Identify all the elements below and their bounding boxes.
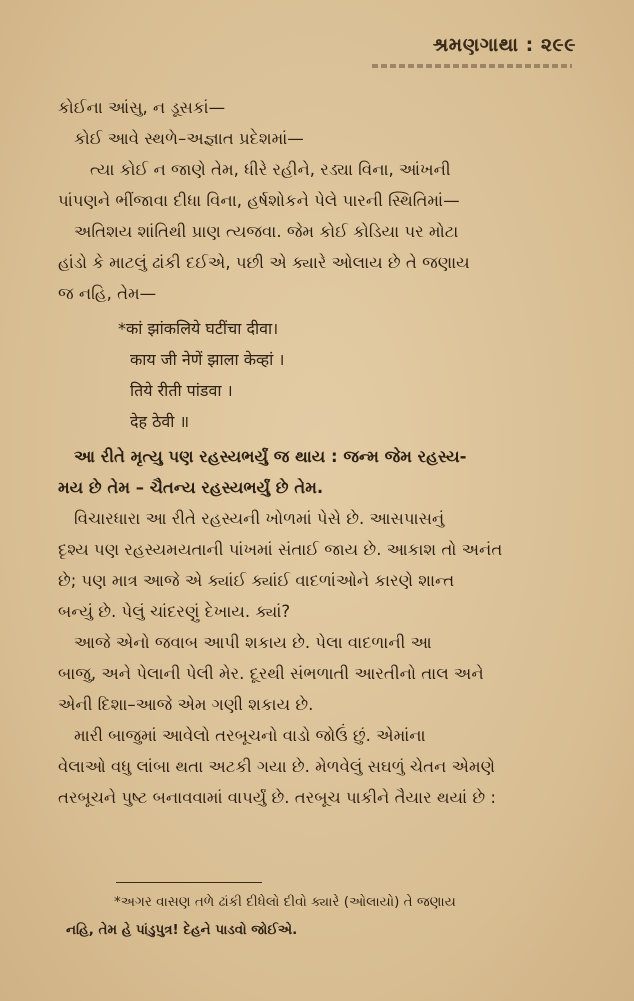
text-line: તરબૂચને પુષ્ટ બનાવવામાં વાપર્યું છે. તરબૂચ પાકીને તૈયાર થયાં છે :	[58, 788, 496, 807]
text-line: દૃશ્ય પણ રહસ્યમયતાની પાંખમાં સંતાઈ જાય છે. આકાશ તો અનંત	[58, 540, 503, 559]
main-text	[58, 92, 586, 813]
header-underline	[372, 64, 572, 68]
text-line: એની દિશા–આજે એમ ગણી શકાય છે.	[58, 695, 314, 714]
text-line: આ રીતે મૃત્યુ પણ રહસ્યભર્યું જ થાય : જન્મ જેમ રહસ્ય-	[74, 447, 467, 466]
text-line: ત્યા કોઈ ન જાણે તેમ, ધીરે રહીને, રડ્યા વિના, આંખની	[90, 160, 451, 179]
text-line: વેલાઓ વધુ લાંબા થતા અટકી ગયા છે. મેળવેલું સઘળું ચેતન એમણે	[58, 757, 495, 776]
footnote	[66, 888, 586, 944]
text-line: કોઈના આંસુ, ન ડૂસકાં—	[58, 98, 226, 117]
text-line: બન્યું છે. પેલું ચાંદરણું દેખાય. ક્યાં?	[58, 602, 291, 621]
footnote-divider	[116, 882, 262, 883]
text-line: છે; પણ માત્ર આજે એ ક્યાંઈ ક્યાંઈ વાદળાંઓને કારણે શાન્ત	[58, 571, 455, 590]
running-header: શ્રમણગાથા : ૨૯૯	[432, 34, 576, 56]
verse-line: *कां झांकलिये घटींचा दीवा।	[118, 319, 279, 338]
text-line: અતિશય શાંતિથી પ્રાણ ત્યજવા. જેમ કોઈ કોડિયા પર મોટા	[74, 222, 459, 241]
verse-line: काय जी नेणें झाला केव्हां ।	[130, 350, 285, 369]
text-line: કોઈ આવે સ્થળે–અજ્ઞાત પ્રદેશમાં—	[74, 129, 304, 148]
text-line: મય છે તેમ – ચૈતન્ય રહસ્યભર્યું છે તેમ.	[58, 478, 324, 497]
text-line: બાજુ, અને પેલાની પેલી મેર. દૂરથી સંભળાતી આરતીનો તાલ અને	[58, 664, 484, 683]
footnote-line: નહિ, તેમ હે પાંડુપુત્ર! દેહને પાડવો જોઈએ.	[66, 922, 298, 938]
verse-line: तिये रीती पांडवा ।	[130, 381, 233, 400]
text-line: પાંપણને ભીંજાવા દીધા વિના, હર્ષશોકને પેલે પારની સ્થિતિમાં—	[58, 191, 460, 210]
text-line: વિચારધારા આ રીતે રહસ્યની ખોળમાં પેસે છે. આસપાસનું	[74, 509, 445, 528]
footnote-line: *અગર વાસણ તળે ઢાંકી દીધેલો દીવો ક્યારે (ઓલાયો) તે જણાય	[114, 894, 456, 910]
text-line: હાંડો કે માટલું ઢાંકી દઈએ, પછી એ ક્યારે ઓલાય છે તે જણાય	[58, 253, 470, 272]
text-line: જ નહિ, તેમ—	[58, 284, 157, 303]
text-line: મારી બાજુમાં આવેલો તરબૂચનો વાડો જોઉં છું. એમાંના	[74, 726, 426, 745]
verse-line: देह ठेवी ॥	[130, 412, 190, 431]
text-line: આજે એનો જવાબ આપી શકાય છે. પેલા વાદળાની આ	[74, 633, 432, 652]
